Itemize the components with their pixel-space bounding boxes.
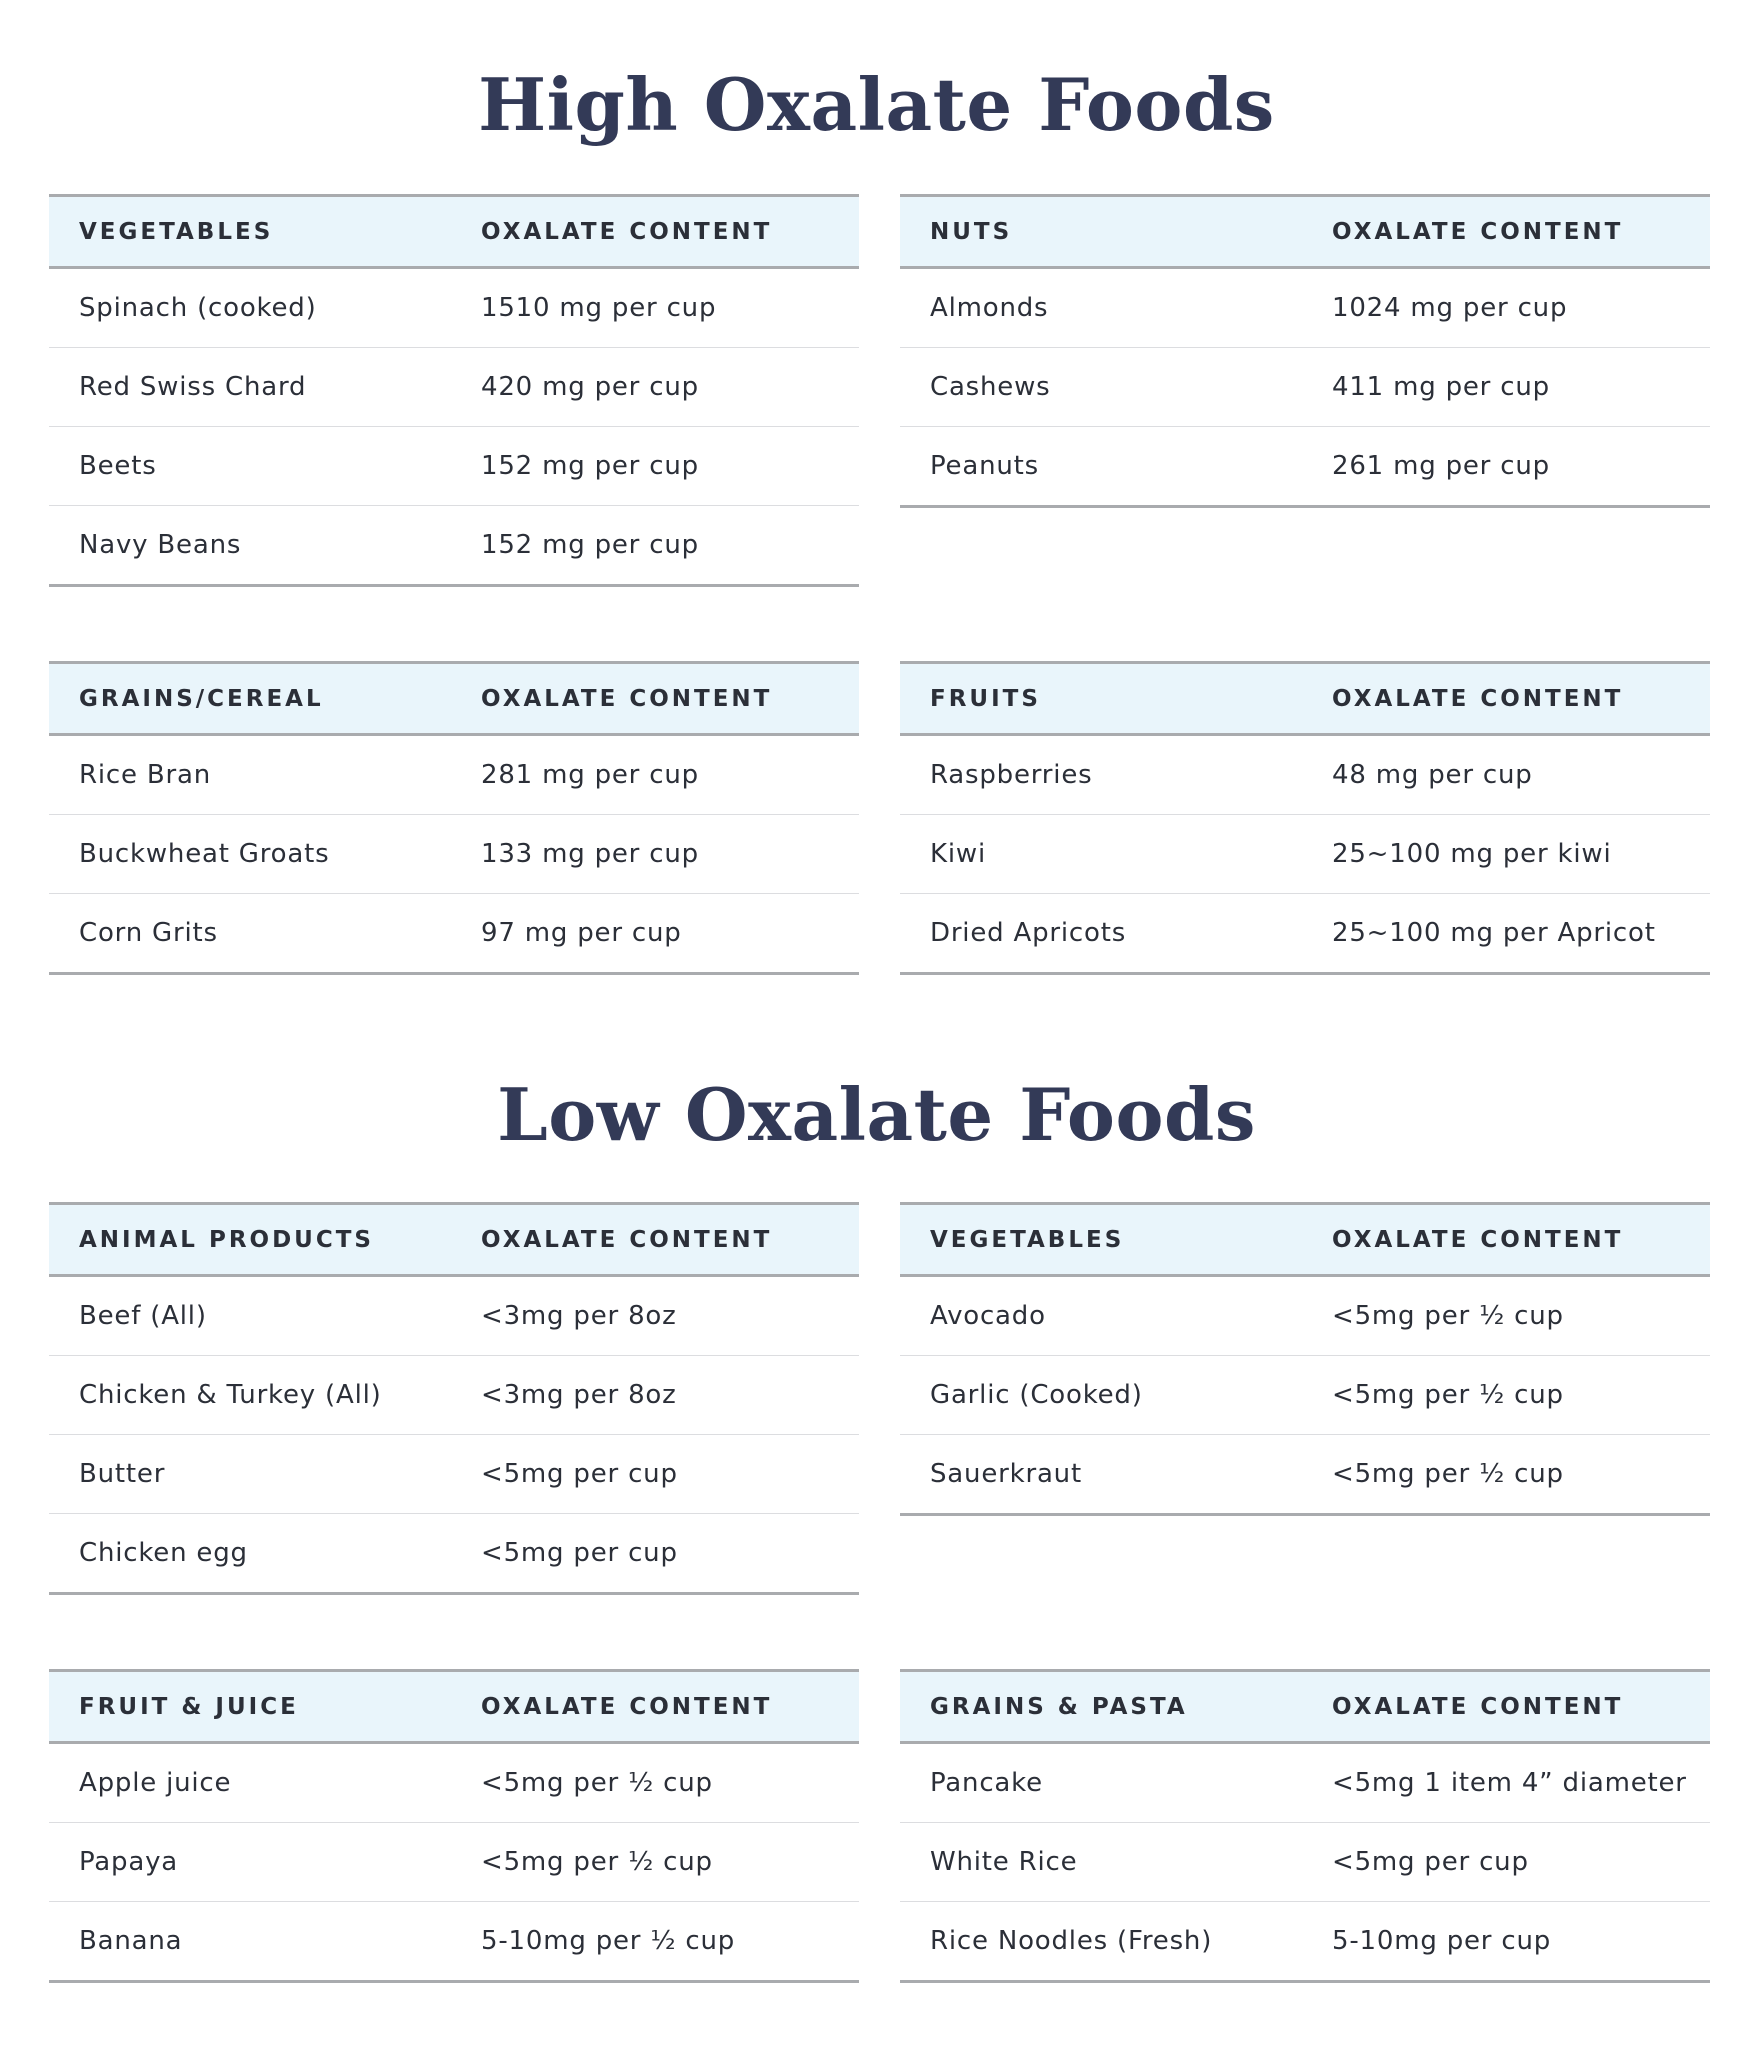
content-header: OXALATE CONTENT: [481, 1204, 859, 1276]
category-header: NUTS: [900, 196, 1332, 268]
low-animal-products-table: [49, 1202, 859, 1595]
food-name: Beets: [49, 427, 481, 506]
table-row: [900, 268, 1710, 348]
category-header: FRUITS: [900, 663, 1332, 735]
food-name: Dried Apricots: [900, 894, 1332, 974]
table-header-row: [900, 1671, 1710, 1743]
food-name: Almonds: [900, 268, 1332, 348]
food-name: Avocado: [900, 1276, 1332, 1356]
oxalate-value: <5mg 1 item 4” diameter: [1332, 1743, 1710, 1823]
low-oxalate-title: Low Oxalate Foods: [497, 1072, 1256, 1157]
oxalate-value: <5mg per cup: [1332, 1823, 1710, 1902]
oxalate-value: 133 mg per cup: [481, 815, 859, 894]
table-row: [900, 427, 1710, 507]
table-row: [900, 348, 1710, 427]
table-row: [49, 1743, 859, 1823]
oxalate-value: 152 mg per cup: [481, 506, 859, 586]
table-row: [900, 1435, 1710, 1515]
table-header-row: [49, 196, 859, 268]
category-header: FRUIT & JUICE: [49, 1671, 481, 1743]
table-row: [49, 1435, 859, 1514]
food-name: Raspberries: [900, 735, 1332, 815]
table-row: [900, 1276, 1710, 1356]
oxalate-value: <3mg per 8oz: [481, 1276, 859, 1356]
table-header-row: [900, 196, 1710, 268]
oxalate-value: 25~100 mg per kiwi: [1332, 815, 1710, 894]
food-name: Chicken & Turkey (All): [49, 1356, 481, 1435]
food-name: Apple juice: [49, 1743, 481, 1823]
table-row: [900, 894, 1710, 974]
table-header-row: [49, 1671, 859, 1743]
table-row: [900, 815, 1710, 894]
category-header: VEGETABLES: [49, 196, 481, 268]
high-fruits-table: [900, 661, 1710, 975]
food-name: Corn Grits: [49, 894, 481, 974]
oxalate-value: <5mg per ½ cup: [481, 1743, 859, 1823]
oxalate-value: <5mg per ½ cup: [481, 1823, 859, 1902]
oxalate-value: 5-10mg per ½ cup: [481, 1902, 859, 1982]
table-row: [900, 735, 1710, 815]
table-row: [49, 894, 859, 974]
food-name: Cashews: [900, 348, 1332, 427]
oxalate-value: <3mg per 8oz: [481, 1356, 859, 1435]
content-header: OXALATE CONTENT: [1332, 663, 1710, 735]
table-header-row: [49, 663, 859, 735]
food-name: Pancake: [900, 1743, 1332, 1823]
table-header-row: [49, 1204, 859, 1276]
content-header: OXALATE CONTENT: [1332, 196, 1710, 268]
oxalate-value: <5mg per cup: [481, 1514, 859, 1594]
table-row: [49, 735, 859, 815]
low-fruit-juice-table: [49, 1669, 859, 1983]
food-name: Garlic (Cooked): [900, 1356, 1332, 1435]
table-row: [49, 506, 859, 586]
category-header: ANIMAL PRODUCTS: [49, 1204, 481, 1276]
food-name: Spinach (cooked): [49, 268, 481, 348]
category-header: VEGETABLES: [900, 1204, 1332, 1276]
content-header: OXALATE CONTENT: [1332, 1204, 1710, 1276]
food-name: Buckwheat Groats: [49, 815, 481, 894]
food-name: Papaya: [49, 1823, 481, 1902]
high-vegetables-table: [49, 194, 859, 587]
table-row: [49, 1276, 859, 1356]
table-row: [49, 815, 859, 894]
table-row: [900, 1902, 1710, 1982]
table-row: [49, 348, 859, 427]
content-header: OXALATE CONTENT: [481, 1671, 859, 1743]
content-header: OXALATE CONTENT: [481, 663, 859, 735]
oxalate-value: 411 mg per cup: [1332, 348, 1710, 427]
oxalate-value: <5mg per ½ cup: [1332, 1356, 1710, 1435]
table-row: [49, 1356, 859, 1435]
table-row: [900, 1823, 1710, 1902]
category-header: GRAINS/CEREAL: [49, 663, 481, 735]
food-name: Chicken egg: [49, 1514, 481, 1594]
content-header: OXALATE CONTENT: [1332, 1671, 1710, 1743]
content-header: OXALATE CONTENT: [481, 196, 859, 268]
oxalate-value: <5mg per ½ cup: [1332, 1435, 1710, 1515]
table-header-row: [900, 1204, 1710, 1276]
food-name: Sauerkraut: [900, 1435, 1332, 1515]
oxalate-value: 420 mg per cup: [481, 348, 859, 427]
high-nuts-table: [900, 194, 1710, 508]
food-name: Kiwi: [900, 815, 1332, 894]
oxalate-value: 48 mg per cup: [1332, 735, 1710, 815]
high-grains-cereal-table: [49, 661, 859, 975]
table-row: [900, 1743, 1710, 1823]
table-row: [49, 268, 859, 348]
oxalate-value: 25~100 mg per Apricot: [1332, 894, 1710, 974]
table-row: [49, 1823, 859, 1902]
food-name: Butter: [49, 1435, 481, 1514]
low-vegetables-table: [900, 1202, 1710, 1516]
table-row: [49, 1514, 859, 1594]
oxalate-value: <5mg per cup: [481, 1435, 859, 1514]
table-header-row: [900, 663, 1710, 735]
high-oxalate-title: High Oxalate Foods: [478, 62, 1275, 147]
low-grains-pasta-table: [900, 1669, 1710, 1983]
food-name: Peanuts: [900, 427, 1332, 507]
food-name: Red Swiss Chard: [49, 348, 481, 427]
oxalate-value: 5-10mg per cup: [1332, 1902, 1710, 1982]
oxalate-value: <5mg per ½ cup: [1332, 1276, 1710, 1356]
food-name: Banana: [49, 1902, 481, 1982]
oxalate-value: 97 mg per cup: [481, 894, 859, 974]
table-row: [49, 1902, 859, 1982]
table-row: [900, 1356, 1710, 1435]
food-name: Rice Bran: [49, 735, 481, 815]
food-name: Navy Beans: [49, 506, 481, 586]
oxalate-value: 261 mg per cup: [1332, 427, 1710, 507]
table-row: [49, 427, 859, 506]
food-name: White Rice: [900, 1823, 1332, 1902]
oxalate-value: 1510 mg per cup: [481, 268, 859, 348]
category-header: GRAINS & PASTA: [900, 1671, 1332, 1743]
oxalate-value: 1024 mg per cup: [1332, 268, 1710, 348]
oxalate-value: 281 mg per cup: [481, 735, 859, 815]
oxalate-value: 152 mg per cup: [481, 427, 859, 506]
food-name: Beef (All): [49, 1276, 481, 1356]
food-name: Rice Noodles (Fresh): [900, 1902, 1332, 1982]
